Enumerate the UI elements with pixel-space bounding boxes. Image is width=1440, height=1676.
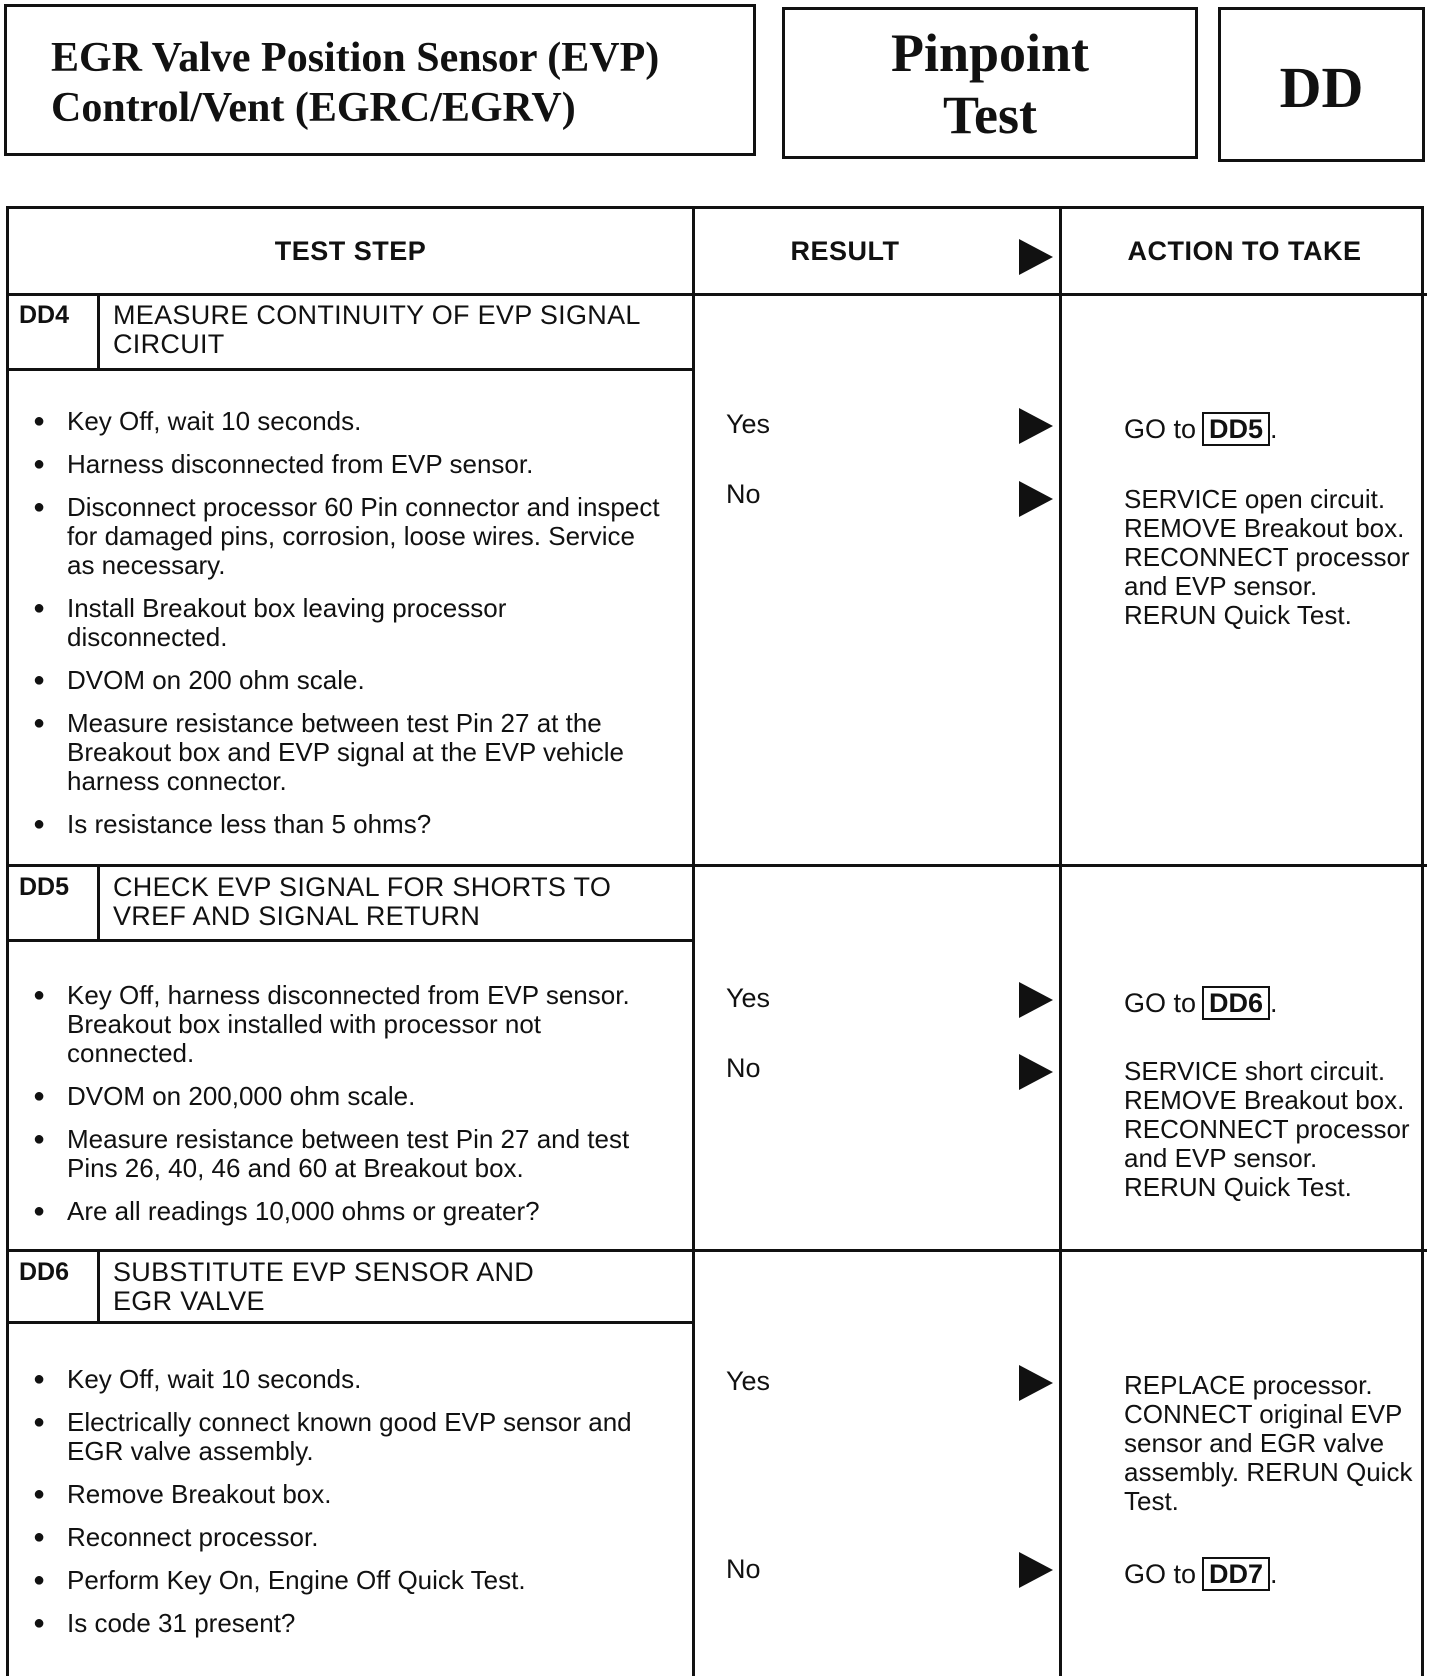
action-yes: REPLACE processor. CONNECT original EVP sensor and EGR valve assembly. RERUN Quick Test. [1124,1370,1413,1516]
list-item: ● DVOM on 200,000 ohm scale. [9,1082,669,1111]
step-id-divider [97,864,100,939]
list-item: ● Key Off, harness disconnected from EVP sensor. Breakout box installed with processor not connected. [9,981,669,1068]
step-title-divider [9,1321,692,1324]
action-goto-text: GO to [1124,1559,1197,1589]
step-instructions [9,1365,669,1652]
column-header-result: RESULT [790,236,900,266]
header-divider [9,293,1427,296]
action-yes [1124,986,1416,1020]
step-id: DD6 [19,1258,70,1286]
list-item: ● Measure resistance between test Pin 27 at the Breakout box and EVP signal at the EVP vehicle harness connector. [9,709,669,796]
action-goto-text: GO to [1124,988,1197,1018]
action-no: SERVICE short circuit. REMOVE Breakout box. RECONNECT processor and EVP sensor. RERUN Quick Test. [1124,1056,1410,1202]
pinpoint-label-line1: Pinpoint [890,23,1090,83]
list-item: ● Reconnect processor. [9,1523,669,1552]
action-no: SERVICE open circuit. REMOVE Breakout box. RECONNECT processor and EVP sensor. RERUN Quick Test. [1124,484,1410,630]
action-no [1124,1557,1416,1591]
column-header-test-step: TEST STEP [274,236,427,266]
step-reference: DD5 [1202,412,1270,446]
list-item: ● Key Off, wait 10 seconds. [9,1365,669,1394]
list-item: ● Perform Key On, Engine Off Quick Test. [9,1566,669,1595]
arrow-right-icon [1019,408,1053,444]
list-item: ● Are all readings 10,000 ohms or greater? [9,1197,669,1226]
page-title-line2: Control/Vent (EGRC/EGRV) [51,85,576,131]
arrow-right-icon [1019,982,1053,1018]
step-divider [9,864,1427,867]
list-item: ● Harness disconnected from EVP sensor. [9,450,669,479]
action-yes [1124,412,1416,446]
list-item: ● Is resistance less than 5 ohms? [9,810,669,839]
list-item: ● Electrically connect known good EVP sensor and EGR valve assembly. [9,1408,669,1466]
step-id-divider [97,1249,100,1321]
step-title-divider [9,368,692,371]
step-title-line2: CIRCUIT [113,329,225,359]
result-yes: Yes [726,409,771,439]
pinpoint-test-box [782,7,1198,159]
arrow-right-icon [1019,1365,1053,1401]
column-divider-test-result [692,209,695,1676]
arrow-right-icon [1019,1552,1053,1588]
arrow-right-icon [1019,1054,1053,1090]
test-code: DD [1279,55,1364,120]
action-period: . [1270,1559,1278,1589]
list-item: ● Disconnect processor 60 Pin connector and inspect for damaged pins, corrosion, loose wires. Service as necessary. [9,493,669,580]
list-item: ● Measure resistance between test Pin 27 and test Pins 26, 40, 46 and 60 at Breakout box. [9,1125,669,1183]
step-title-line1: SUBSTITUTE EVP SENSOR AND [113,1257,535,1287]
step-title-line1: CHECK EVP SIGNAL FOR SHORTS TO [113,872,612,902]
step-instructions [9,407,669,853]
action-period: . [1270,414,1278,444]
result-arrow-icon [1019,239,1053,275]
column-divider-result-action [1059,209,1062,1676]
step-id-divider [97,293,100,368]
result-yes: Yes [726,1366,771,1396]
pinpoint-test-table [6,206,1424,1676]
action-goto-text: GO to [1124,414,1197,444]
step-title-line1: MEASURE CONTINUITY OF EVP SIGNAL [113,300,641,330]
step-title [113,873,611,931]
result-yes: Yes [726,983,771,1013]
list-item: ● Remove Breakout box. [9,1480,669,1509]
column-header-action: ACTION TO TAKE [1127,236,1362,266]
step-title-divider [9,939,692,942]
step-title [113,301,641,359]
list-item: ● Install Breakout box leaving processor disconnected. [9,594,669,652]
result-no: No [726,479,761,509]
step-title [113,1258,534,1316]
step-title-line2: VREF AND SIGNAL RETURN [113,901,481,931]
list-item: ● Is code 31 present? [9,1609,669,1638]
step-divider [9,1249,1427,1252]
title-box [4,4,756,156]
step-reference: DD6 [1202,986,1270,1020]
result-no: No [726,1053,761,1083]
list-item: ● Key Off, wait 10 seconds. [9,407,669,436]
step-id: DD5 [19,873,70,901]
result-no: No [726,1554,761,1584]
page-title-line1: EGR Valve Position Sensor (EVP) [51,35,660,81]
step-reference: DD7 [1202,1557,1270,1591]
test-code-box [1218,7,1425,162]
step-id: DD4 [19,301,70,329]
action-period: . [1270,988,1278,1018]
step-title-line2: EGR VALVE [113,1286,265,1316]
list-item: ● DVOM on 200 ohm scale. [9,666,669,695]
step-instructions [9,981,669,1240]
pinpoint-label-line2: Test [942,85,1038,145]
arrow-right-icon [1019,481,1053,517]
